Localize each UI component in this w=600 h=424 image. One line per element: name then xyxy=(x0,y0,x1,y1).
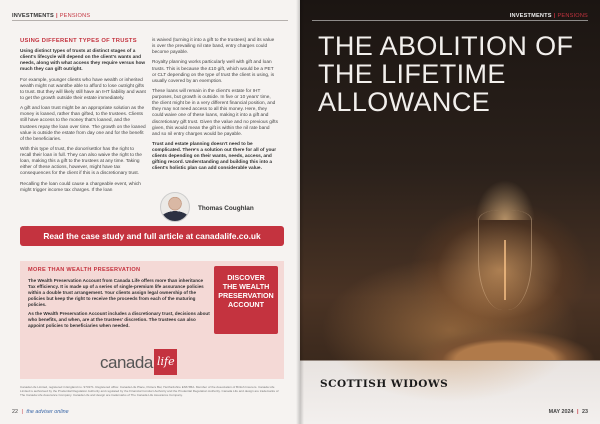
folio-left xyxy=(12,409,69,415)
article-column-1 xyxy=(20,38,146,198)
wealth-box-paragraph: The Wealth Preservation Account from Canada Life offers more than inheritance Tax efficiency. It is made up of a series of single-premium life assurance policies within a double trust arrangement. Your clients assign legal ownership of the policies but keep the right to receive the proceeds from each of the maturing policies. xyxy=(28,277,204,307)
logo-wordmark: canada xyxy=(100,353,153,372)
paragraph: is waived (turning it into a gift to the trustees) and its value is over the prevailing nil rate band, entry charges could become payable. xyxy=(152,38,275,56)
sand-pile xyxy=(410,300,600,360)
paragraph: These loans will remain in the client's estate for IHT purposes, but growth is outside. In five or 10 years' time, the client might be in a very different financial position, and they may not need access to all this money. Here, they could waive one of these loans, making it into a gift and discretionary gift trust. Given the value and no previous gifts given, this would mean the gift is within the nil rate band and so nil entry charges would be payable. xyxy=(152,89,278,137)
author-avatar xyxy=(160,192,190,222)
page-number: 23 xyxy=(582,409,588,415)
article-column-2 xyxy=(152,38,278,177)
running-head-separator: | xyxy=(55,13,58,19)
legal-disclaimer: Canada Life Limited, registered in England no. 973271. Registered office: Canada Life Place, Potters Bar, Hertfordshire EN6 5BA. Member of the Association of British Insurers. Canada Life Limited is authorised by the Prudential Regulation Authority and regulated by the Financial Conduct Authority and the Prudential Regulation Authority. Canada Life and design are trademarks of The Canada Life Assurance Company. Canada Life and design are trademarks of The Canada Life Assurance Company. xyxy=(20,385,279,397)
right-page xyxy=(300,0,600,424)
running-head-left xyxy=(12,13,90,19)
closing-paragraph: Trust and estate planning doesn't need to be complicated. There's a solution out there for all of your clients depending on their wants, needs, access, and gifting record. Understanding and building this into a client's holistic plan can add considerable value. xyxy=(152,141,277,172)
paragraph: With this type of trust, the donor/settlor has the right to recall their loan in full. They can also waive the right to the loan, making this a gift to the trustees at any time. Taking either of these actions, however, might have tax consequences for the client if this is a discretionary trust. xyxy=(20,146,142,177)
running-head-right xyxy=(510,13,588,19)
wealth-preservation-box xyxy=(20,261,284,379)
issue-date: MAY 2024 xyxy=(548,409,574,415)
hero-title: THE ABOLITION OF THE LIFETIME ALLOWANCE xyxy=(318,31,574,117)
page-number: 22 xyxy=(12,409,18,415)
logo-life-text: life xyxy=(157,355,175,368)
running-head-subsection: PENSIONS xyxy=(557,13,588,19)
running-head-section: INVESTMENTS xyxy=(12,13,54,19)
running-head-separator: | xyxy=(553,13,556,19)
scottish-widows-logo: SCOTTISH WIDOWS xyxy=(320,378,449,390)
lead-paragraph: Using distinct types of trusts at distinct stages of a client's lifecycle will depend on the client's wants and needs, along with what access they require versus how much they can gift outright. xyxy=(20,49,146,73)
discover-line: PRESERVATION xyxy=(218,291,274,300)
paragraph: Recalling the loan could cause a chargeable event, which might trigger income tax charges. If the loan xyxy=(20,181,141,193)
wealth-box-paragraph: As the Wealth Preservation Account includes a discretionary trust, decisions about who benefits, and when, are at the trustees' discretion. The trustees can also appoint policies to beneficiaries when needed. xyxy=(28,311,210,329)
running-head-subsection: PENSIONS xyxy=(59,13,91,19)
paragraph: A gift and loan trust might be an appropriate solution as the money is loaned, rather than gifted, to the trustees. Clients still have access to the money that's loaned, and the trustees repay the loan over time. The growth on the loaned value is outside the estate from day one and for the benefit of the beneficiaries. xyxy=(20,106,146,142)
running-head-section: INVESTMENTS xyxy=(509,13,552,19)
paragraph: For example, younger clients who have wealth or inherited wealth might not want/be able to afford to lose outright gifts to trust. But they will likely still have an IHT liability and want to get the growth outside their estate immediately. xyxy=(20,77,146,101)
publication-name: the adviser online xyxy=(26,409,69,415)
section-title: USING DIFFERENT TYPES OF TRUSTS xyxy=(20,38,137,44)
running-head-rule xyxy=(312,20,588,21)
discover-line: THE WEALTH xyxy=(222,282,270,291)
author-byline xyxy=(152,192,282,228)
discover-line: DISCOVER xyxy=(227,273,265,282)
logo-life-mark xyxy=(154,349,177,375)
falling-sand xyxy=(504,240,506,300)
discover-account-button[interactable] xyxy=(214,266,278,334)
discover-line: ACCOUNT xyxy=(228,300,264,309)
folio-right xyxy=(549,409,588,415)
running-head-rule xyxy=(12,20,288,21)
paragraph: Royalty planning works particularly well with gift and loan trusts. This is because the £10 gift, which would be a PET or CLT depending on the type of trust the client is using, is usually covered by an exemption. xyxy=(152,60,275,84)
read-full-article-banner[interactable]: Read the case study and full article at canadalife.co.uk xyxy=(20,226,284,246)
folio-separator: | xyxy=(576,409,579,415)
author-name: Thomas Coughlan xyxy=(198,205,254,212)
wealth-box-title: MORE THAN WEALTH PRESERVATION xyxy=(28,267,141,273)
folio-separator: | xyxy=(21,409,23,415)
wealth-box-text xyxy=(28,268,210,333)
